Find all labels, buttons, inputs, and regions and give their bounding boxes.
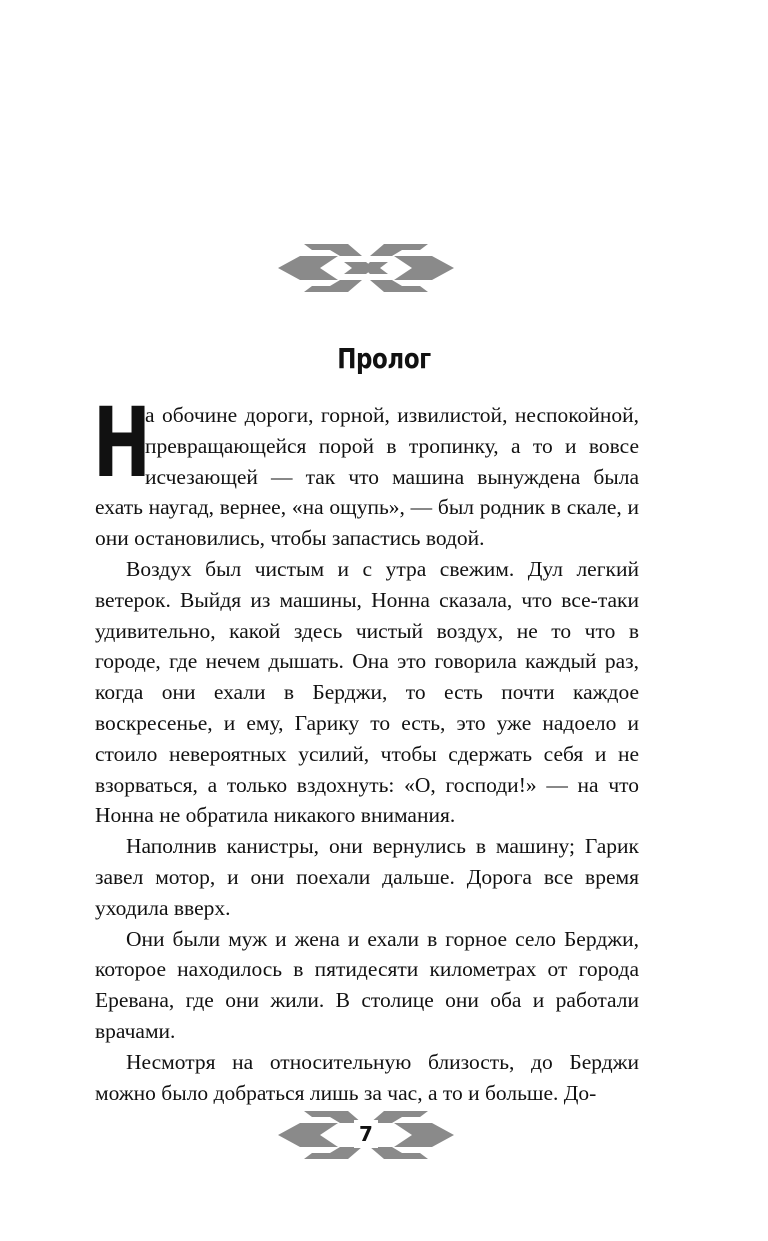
paragraph-4: Они были муж и жена и ехали в горное село Берджи, которое находилось в пятидесяти километрах от города Еревана, где они жили. В столице они оба и работали врачами. [95, 926, 639, 1043]
paragraph-5: Несмотря на относительную близость, до Берджи можно было добраться лишь за час, а то и больше. До- [95, 1049, 639, 1105]
paragraph-1-text: а обочине дороги, горной, извилистой, неспокойной, превращающейся порой в тропинку, а то и вовсе исчезающей — так что машина вынуждена была ехать наугад, вернее, «на ощупь», — был родник в скале, и они остановились, чтобы запастись водой. [95, 403, 639, 551]
paragraph-1 [93, 387, 639, 554]
drop-cap: Н [93, 387, 151, 499]
chapter-title: Пролог [337, 342, 431, 375]
page-number: 7 [354, 1120, 378, 1148]
ornament-top-icon [278, 240, 454, 296]
paragraph-2: Воздух был чистым и с утра свежим. Дул легкий ветерок. Выйдя из машины, Нонна сказала, что все-таки удивительно, какой здесь чистый воздух, не то что в городе, где нечем дышать. Она это говорила каждый раз, когда они ехали в Берджи, то есть почти каждое воскресенье, и ему, Гарику то есть, это уже надоело и стоило невероятных усилий, чтобы сдержать себя и не взорваться, а только вздохнуть: «О, господи!» — на что Нонна не обратила никакого внимания. [95, 556, 639, 828]
chapter-body [93, 387, 639, 1108]
paragraph-3: Наполнив канистры, они вернулись в машину; Гарик завел мотор, и они поехали дальше. Дорога все время уходила вверх. [95, 834, 639, 920]
